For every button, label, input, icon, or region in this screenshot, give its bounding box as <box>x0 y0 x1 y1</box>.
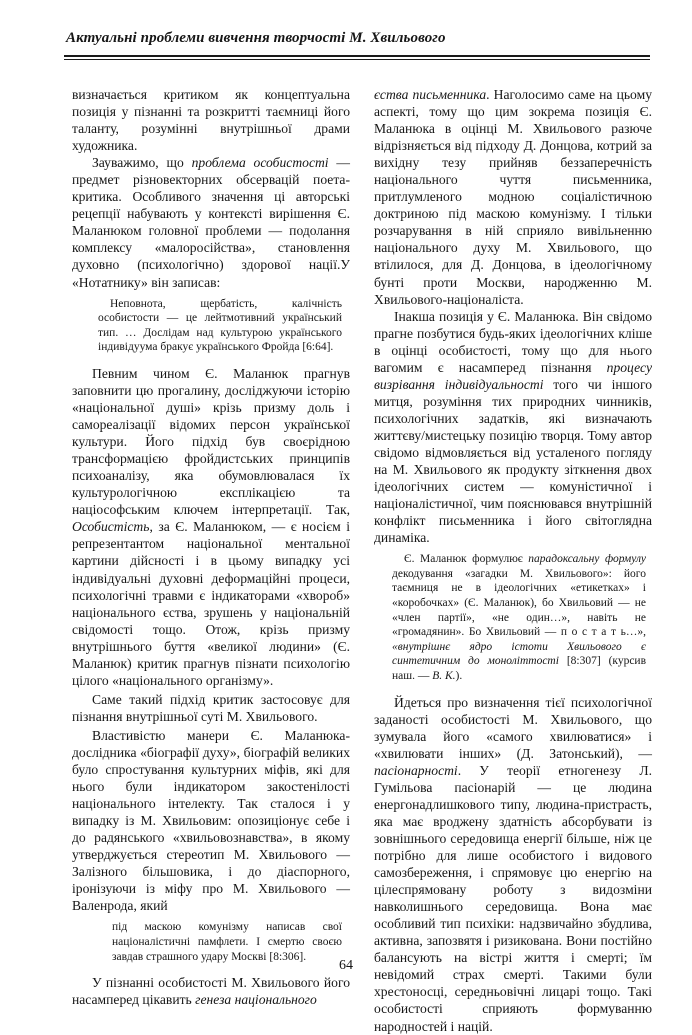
text-fragment: — предмет різновекторних обсервацій поета-критика. Особливого значення ці авторські рецепції набувають у контексті вирішення Є. Маланюком головної проблеми — подолання комплексу «малоросійства», становлення духовно (психологічно) здорової нації.У «Нотатнику» він записав: <box>72 155 350 290</box>
right-column <box>374 86 652 1035</box>
text-fragment: Є. Маланюк формулює <box>404 553 529 566</box>
text-fragment: Йдеться про визначення тієї психологічної заданості особистості М. Хвильового, що зумувала його «самого хвилюватися» і «хвилювати інших» (Д. Затонський), — <box>374 694 652 761</box>
text-fragment: декодування «загадки М. Хвильового»: його таємниця не в ідеологічних «етикетках» і «коробочках» (Є. Маланюк), бо Хвильовий — не «член партії», «не один…», навіть не «громадянин». Бо Хвильовий — п о с т а т ь…», <box>392 567 646 639</box>
left-paragraph-6 <box>72 974 350 1008</box>
emphasis: процесу визрівання індивідуальності <box>374 359 652 392</box>
left-paragraph-2 <box>72 154 350 290</box>
left-paragraph-3 <box>72 365 350 689</box>
text-fragment: Зауважимо, що <box>92 155 192 171</box>
text-fragment: Інакша позиція у Є. Маланюка. Він свідомо прагне позбутися будь-яких ідеологічних кліше в оцінці особистості, тому що для нього вагомим є насамперед пізнання <box>374 308 652 375</box>
left-paragraph-5: Властивістю манери Є. Маланюка-дослідника «біографії духу», біографій великих було спростування культурних міфів, які для нього були індикатором закостенілості національного інтелекту. Так сталося і у випадку із М. Хвильовим: опозиціонує себе і до радянського «хвильовознавства», в якому утверджується стереотип М. Хвильового — Залізного більшовика, і до діаспорного, іронізуючи із міфу про М. Хвильового — Валенрода, який <box>72 727 350 914</box>
emphasis: єства письменника <box>374 87 487 102</box>
left-quote-1: Неповнота, щербатість, калічність особистости — це лейтмотивний український тип. … Дослідам над культурою українського індивідуума бракує українського Фройда [6:64]. <box>98 297 342 354</box>
text-fragment: , за Є. Маланюком, — є носієм і репрезентантом національної ментальної картини дійсності і в цьому випадку усі індивідуальні духовні деформаційні процеси, психологічні травми є індикаторами «хвороб» національного єства, зрушень у національній свідомості тощо. Отож, крізь призму внутрішнього буття «великої людини» (Є. Маланюк) критик прагнув пізнати психологію цілого «національного організму». <box>72 519 350 688</box>
right-paragraph-1 <box>374 86 652 308</box>
running-header <box>64 24 650 57</box>
text-fragment: ). <box>455 670 463 683</box>
text-fragment: того чи іншого митця, розуміння тих природних чинників, психологічних задатків, які визначають життєву/мистецьку позицію творця. Тому автор свідомо відмовляється від усталеного погляду на М. Хвильового як продукту зіткнення двох ідеологічних систем — комуністичної і націоналістичної, чим пояснювався внутрішній конфлікт письменника і його світоглядна динаміка. <box>374 376 652 546</box>
left-quote-2: під маскою комунізму написав свої націоналістичні памфлети. І смертю своєю завдав страшного удару Москві [8:306]. <box>112 921 342 963</box>
emphasis: Особистість <box>72 519 150 535</box>
running-header-title: Актуальні проблеми вивчення творчості М. Хвильового <box>66 30 446 46</box>
emphasis: генеза національного <box>195 992 317 1008</box>
text-fragment: Певним чином Є. Маланюк прагнув заповнити цю прогалину, досліджуючи історію «національної душі» крізь призму доль і самореалізації відомих персон української культури. Його підхід був своєрідною трансформацією фройдистських принципів психоаналізу, яка обумовлювалася їх культурологічною експлікацією та націософським ключем інтерпретації. Так, <box>72 365 350 518</box>
emphasis: «внутрішнє ядро істоти Хвильового є синтетичним до моноліттості <box>392 640 646 668</box>
text-fragment: [8:307] (курсив наш. — <box>392 655 647 683</box>
text-fragment: У пізнанні особистості М. Хвильового його насамперед цікавить <box>72 975 350 1008</box>
page-number: 64 <box>339 958 353 973</box>
left-paragraph-1: визначається критиком як концептуальна позиція у пізнанні та розкритті таємниці його таланту, розумінні внутрішньої драми художника. <box>72 87 350 154</box>
left-column <box>72 86 350 1008</box>
right-paragraph-3 <box>374 694 652 1035</box>
left-paragraph-4: Саме такий підхід критик застосовує для пізнання внутрішньої суті М. Хвильового. <box>72 691 350 724</box>
text-fragment: . У теорії етногенезу Л. Гумільова пасіонарій — це людина енергонадлишкового типу, людина-пристрасть, яка має вроджену здатність абсорбувати із зовнішнього середовища енергії більше, ніж це потрібно для лише особистого і видового самозбереження, і спрямовує цю енергію на цілеспрямовану роботу з видозміни навколишнього середовища. Вона має особливий тип психіки: надзвичайно збудлива, активна, запозвятя і ризикована. Вони постійно балансують на вістрі життя і смерті; їм невідомий страх смерті. Такими були хрестоносці, середньовічні лицарі тощо. Такі особистості сприяють формуванню народностей і націй. <box>374 762 652 1034</box>
right-paragraph-2 <box>374 308 652 547</box>
right-quote-1 <box>392 552 646 683</box>
emphasis: проблема особистості <box>191 155 329 171</box>
emphasis: парадоксальну формулу <box>528 553 646 566</box>
emphasis: пасіонарності <box>374 762 458 778</box>
text-fragment: . Наголосимо саме на цьому аспекті, тому що цим зокрема позиція Є. Маланюка в оцінці М. Хвильового разюче відрізняється від підходу Д. Донцова, котрий за вихідну тезу прийняв беззаперечність національного чуття письменника, притлумленого модною соціалістичною доктриною під маскою комунізму. І тільки розчарування в ній сприяло вивільненню національного духу М. Хвильового, що втілилося, для Д. Донцова, в ідеологічному бунті проти Москви, народженню М. Хвильового-націоналіста. <box>374 87 652 307</box>
emphasis: В. К. <box>432 670 456 683</box>
